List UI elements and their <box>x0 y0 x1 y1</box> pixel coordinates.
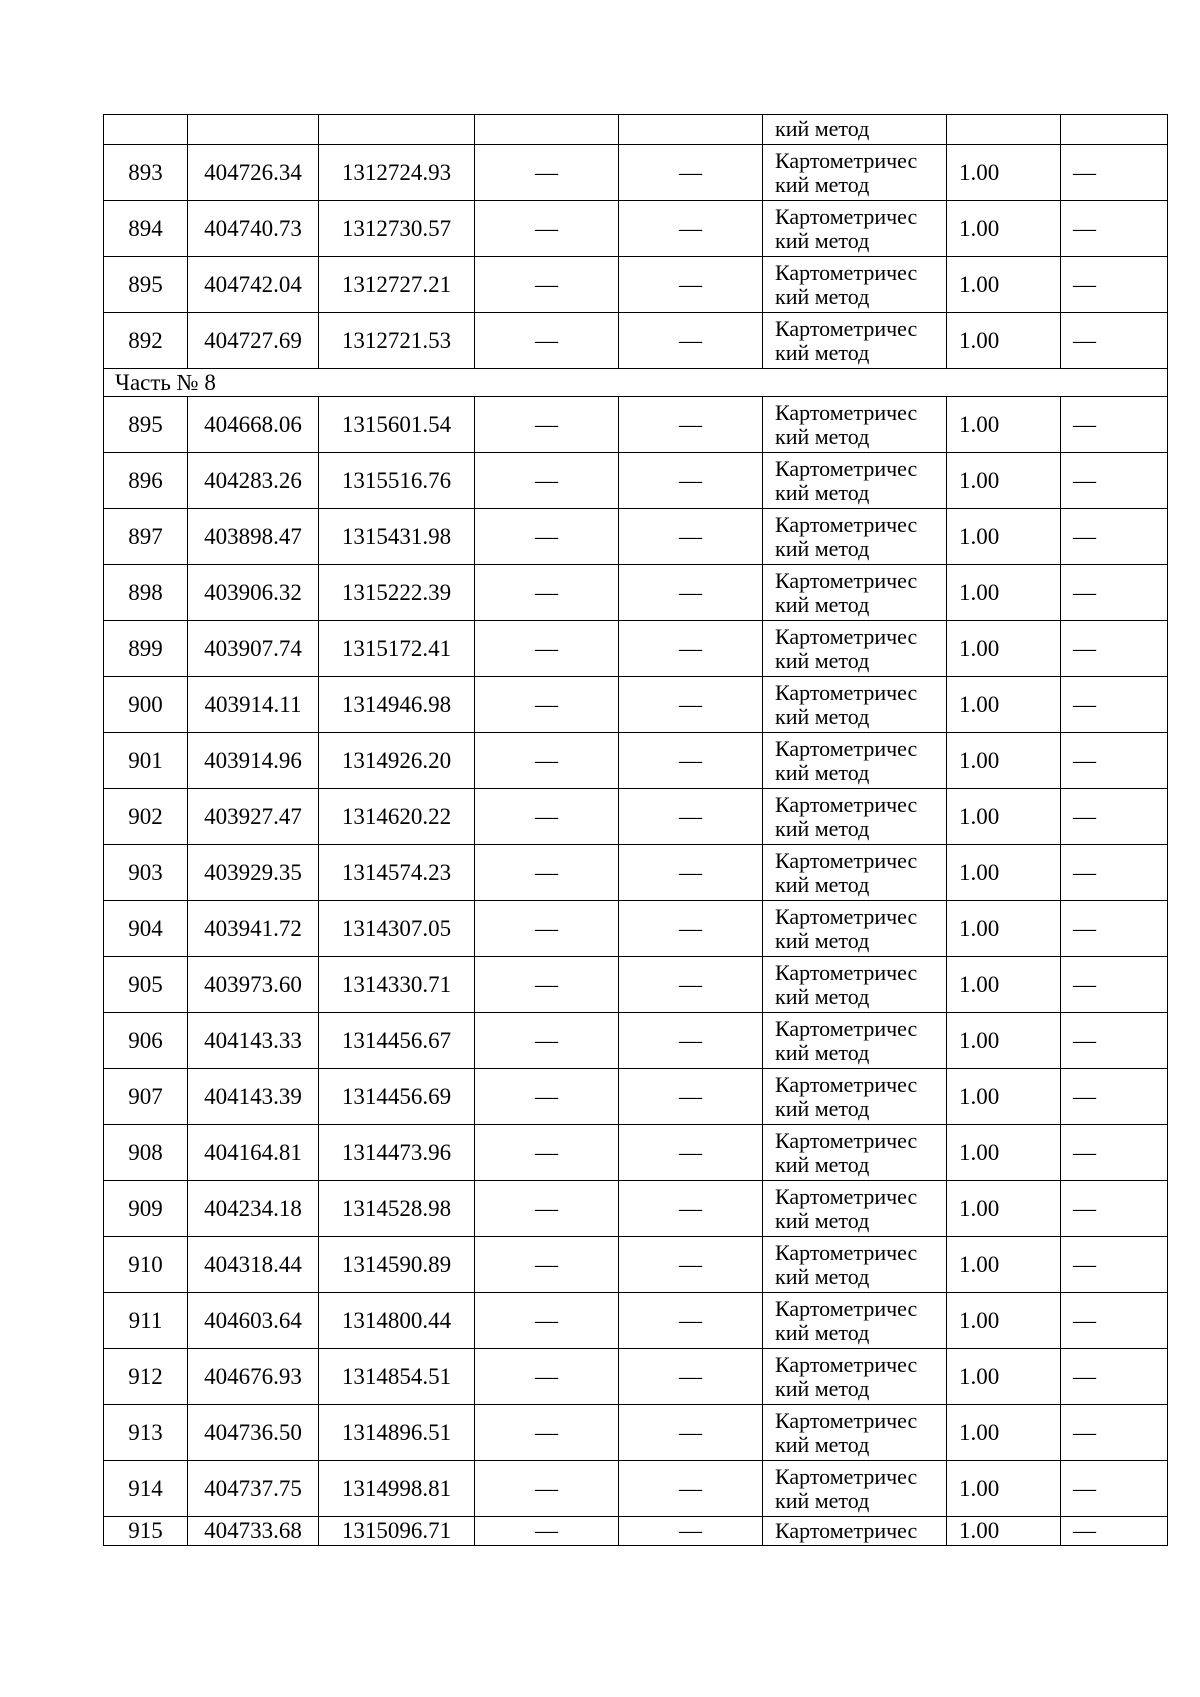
table-row <box>104 1181 1168 1237</box>
accuracy: 1.00 <box>947 565 1061 621</box>
coord-y: 1314473.96 <box>319 1125 475 1181</box>
coord-x: 404318.44 <box>188 1237 319 1293</box>
method-line-2: кий метод <box>775 283 870 309</box>
coord-y: 1312727.21 <box>319 257 475 313</box>
cell-dash: — <box>619 1461 763 1517</box>
point-number: 915 <box>104 1517 188 1546</box>
point-number: 893 <box>104 145 188 201</box>
point-number: 909 <box>104 1181 188 1237</box>
accuracy: 1.00 <box>947 1069 1061 1125</box>
method-line-2: кий метод <box>775 1487 870 1513</box>
cell-dash: — <box>619 201 763 257</box>
coord-x: 404727.69 <box>188 313 319 369</box>
method-cell <box>763 1237 947 1293</box>
coord-y: 1314896.51 <box>319 1405 475 1461</box>
accuracy: 1.00 <box>947 845 1061 901</box>
cell-dash: — <box>619 677 763 733</box>
method-cell <box>763 1517 947 1546</box>
cell-dash: — <box>619 565 763 621</box>
cell-dash: — <box>619 901 763 957</box>
method-line-2: кий метод <box>775 983 870 1009</box>
method-line-1: Картометричес <box>775 1183 918 1209</box>
coordinates-table <box>103 114 1168 1546</box>
method-cell <box>763 1125 947 1181</box>
method-line-1: Картометричес <box>775 567 918 593</box>
method-cell <box>763 1069 947 1125</box>
table-row <box>104 1125 1168 1181</box>
point-number: 899 <box>104 621 188 677</box>
point-number: 892 <box>104 313 188 369</box>
coord-y: 1315222.39 <box>319 565 475 621</box>
coord-x: 404143.33 <box>188 1013 319 1069</box>
cell-dash: — <box>1061 1125 1168 1181</box>
cell-empty <box>475 115 619 145</box>
coord-x: 404603.64 <box>188 1293 319 1349</box>
accuracy: 1.00 <box>947 1461 1061 1517</box>
table-row <box>104 621 1168 677</box>
cell-dash: — <box>619 1069 763 1125</box>
cell-dash: — <box>475 677 619 733</box>
cell-dash: — <box>475 1349 619 1405</box>
cell-dash: — <box>1061 257 1168 313</box>
method-line-2: кий метод <box>775 1263 870 1289</box>
method-cell <box>763 733 947 789</box>
cell-dash: — <box>1061 1237 1168 1293</box>
coord-x: 404676.93 <box>188 1349 319 1405</box>
method-line-2: кий метод <box>775 479 870 505</box>
cell-dash: — <box>1061 1405 1168 1461</box>
cell-dash: — <box>619 1349 763 1405</box>
coord-y: 1314926.20 <box>319 733 475 789</box>
accuracy: 1.00 <box>947 145 1061 201</box>
method-line-1: Картометричес <box>775 1518 918 1543</box>
accuracy: 1.00 <box>947 621 1061 677</box>
cell-dash: — <box>619 1125 763 1181</box>
cell-dash: — <box>619 313 763 369</box>
method-cell <box>763 145 947 201</box>
method-line-1: Картометричес <box>775 791 918 817</box>
point-number: 900 <box>104 677 188 733</box>
point-number: 898 <box>104 565 188 621</box>
cell-dash: — <box>619 1293 763 1349</box>
cell-dash: — <box>475 1405 619 1461</box>
accuracy: 1.00 <box>947 1517 1061 1546</box>
cell-dash: — <box>1061 453 1168 509</box>
cell-dash: — <box>475 1461 619 1517</box>
method-cell <box>763 677 947 733</box>
cell-dash: — <box>1061 1181 1168 1237</box>
coord-y: 1315431.98 <box>319 509 475 565</box>
cell-dash: — <box>1061 1517 1168 1546</box>
coord-x: 403914.11 <box>188 677 319 733</box>
table-row <box>104 313 1168 369</box>
table-row <box>104 145 1168 201</box>
method-line-2: кий метод <box>775 535 870 561</box>
coord-y: 1315516.76 <box>319 453 475 509</box>
accuracy: 1.00 <box>947 201 1061 257</box>
point-number: 906 <box>104 1013 188 1069</box>
cell-empty <box>104 115 188 145</box>
method-cell <box>763 115 947 145</box>
accuracy: 1.00 <box>947 313 1061 369</box>
point-number: 903 <box>104 845 188 901</box>
cell-dash: — <box>1061 789 1168 845</box>
cell-dash: — <box>475 145 619 201</box>
point-number: 902 <box>104 789 188 845</box>
coord-y: 1314998.81 <box>319 1461 475 1517</box>
point-number: 910 <box>104 1237 188 1293</box>
method-line-1: Картометричес <box>775 399 918 425</box>
method-cell <box>763 1349 947 1405</box>
cell-dash: — <box>475 733 619 789</box>
cell-dash: — <box>475 957 619 1013</box>
point-number: 905 <box>104 957 188 1013</box>
cell-dash: — <box>1061 1461 1168 1517</box>
method-line-2: кий метод <box>775 171 870 197</box>
cell-dash: — <box>619 1181 763 1237</box>
cell-empty <box>947 115 1061 145</box>
cell-dash: — <box>475 453 619 509</box>
coord-x: 403907.74 <box>188 621 319 677</box>
method-line-1: Картометричес <box>775 455 918 481</box>
coord-x: 404143.39 <box>188 1069 319 1125</box>
accuracy: 1.00 <box>947 901 1061 957</box>
cell-dash: — <box>475 901 619 957</box>
point-number: 895 <box>104 397 188 453</box>
table-row <box>104 257 1168 313</box>
point-number: 908 <box>104 1125 188 1181</box>
cell-dash: — <box>1061 845 1168 901</box>
cell-dash: — <box>475 1517 619 1546</box>
method-line-2: кий метод <box>775 871 870 897</box>
cell-dash: — <box>475 845 619 901</box>
table-row <box>104 397 1168 453</box>
method-text: кий метод <box>775 116 870 141</box>
cell-dash: — <box>619 257 763 313</box>
cell-dash: — <box>1061 201 1168 257</box>
method-cell <box>763 509 947 565</box>
coord-y: 1314456.67 <box>319 1013 475 1069</box>
method-cell <box>763 397 947 453</box>
coord-x: 403941.72 <box>188 901 319 957</box>
method-line-1: Картометричес <box>775 959 918 985</box>
cell-dash: — <box>1061 509 1168 565</box>
coord-y: 1312724.93 <box>319 145 475 201</box>
cell-empty <box>319 115 475 145</box>
table-row-continued <box>104 115 1168 145</box>
coord-x: 404736.50 <box>188 1405 319 1461</box>
coord-y: 1312730.57 <box>319 201 475 257</box>
method-line-2: кий метод <box>775 1207 870 1233</box>
table-row <box>104 789 1168 845</box>
cell-dash: — <box>475 1293 619 1349</box>
cell-dash: — <box>619 397 763 453</box>
method-line-1: Картометричес <box>775 679 918 705</box>
table-row <box>104 565 1168 621</box>
accuracy: 1.00 <box>947 257 1061 313</box>
cell-dash: — <box>619 1517 763 1546</box>
accuracy: 1.00 <box>947 1181 1061 1237</box>
coord-y: 1314456.69 <box>319 1069 475 1125</box>
accuracy: 1.00 <box>947 677 1061 733</box>
coord-x: 404737.75 <box>188 1461 319 1517</box>
coord-x: 403898.47 <box>188 509 319 565</box>
cell-dash: — <box>475 1181 619 1237</box>
accuracy: 1.00 <box>947 789 1061 845</box>
point-number: 911 <box>104 1293 188 1349</box>
accuracy: 1.00 <box>947 1013 1061 1069</box>
cell-dash: — <box>475 509 619 565</box>
cell-dash: — <box>475 201 619 257</box>
method-cell <box>763 1013 947 1069</box>
method-line-2: кий метод <box>775 423 870 449</box>
coord-x: 404668.06 <box>188 397 319 453</box>
cell-dash: — <box>619 621 763 677</box>
accuracy: 1.00 <box>947 957 1061 1013</box>
cell-dash: — <box>475 1125 619 1181</box>
coord-x: 403973.60 <box>188 957 319 1013</box>
point-number: 913 <box>104 1405 188 1461</box>
method-line-2: кий метод <box>775 815 870 841</box>
method-line-2: кий метод <box>775 703 870 729</box>
table-row <box>104 453 1168 509</box>
method-line-1: Картометричес <box>775 1239 918 1265</box>
accuracy: 1.00 <box>947 1293 1061 1349</box>
method-line-2: кий метод <box>775 591 870 617</box>
point-number: 907 <box>104 1069 188 1125</box>
method-cell <box>763 201 947 257</box>
cell-dash: — <box>619 957 763 1013</box>
accuracy: 1.00 <box>947 1349 1061 1405</box>
accuracy: 1.00 <box>947 453 1061 509</box>
coord-x: 403927.47 <box>188 789 319 845</box>
method-cell <box>763 789 947 845</box>
cell-dash: — <box>1061 733 1168 789</box>
coord-x: 404726.34 <box>188 145 319 201</box>
method-line-1: Картометричес <box>775 1295 918 1321</box>
accuracy: 1.00 <box>947 509 1061 565</box>
cell-dash: — <box>1061 565 1168 621</box>
point-number: 914 <box>104 1461 188 1517</box>
table-row <box>104 957 1168 1013</box>
method-line-1: Картометричес <box>775 259 918 285</box>
method-line-1: Картометричес <box>775 903 918 929</box>
method-line-1: Картометричес <box>775 1463 918 1489</box>
cell-dash: — <box>475 621 619 677</box>
method-line-1: Картометричес <box>775 315 918 341</box>
coord-x: 403906.32 <box>188 565 319 621</box>
table-row <box>104 1013 1168 1069</box>
cell-dash: — <box>1061 313 1168 369</box>
method-line-2: кий метод <box>775 227 870 253</box>
coord-y: 1314307.05 <box>319 901 475 957</box>
section-label: Часть № 8 <box>104 369 1168 397</box>
cell-dash: — <box>619 1405 763 1461</box>
method-cell <box>763 565 947 621</box>
method-line-2: кий метод <box>775 1095 870 1121</box>
coord-x: 403914.96 <box>188 733 319 789</box>
method-line-2: кий метод <box>775 1039 870 1065</box>
coord-y: 1315096.71 <box>319 1517 475 1546</box>
method-line-2: кий метод <box>775 1375 870 1401</box>
method-line-2: кий метод <box>775 647 870 673</box>
method-cell <box>763 901 947 957</box>
method-line-2: кий метод <box>775 1431 870 1457</box>
cell-dash: — <box>1061 621 1168 677</box>
coord-x: 403929.35 <box>188 845 319 901</box>
point-number: 895 <box>104 257 188 313</box>
cell-dash: — <box>475 1237 619 1293</box>
point-number: 912 <box>104 1349 188 1405</box>
cell-dash: — <box>619 789 763 845</box>
accuracy: 1.00 <box>947 733 1061 789</box>
point-number: 904 <box>104 901 188 957</box>
cell-empty <box>188 115 319 145</box>
method-line-2: кий метод <box>775 1151 870 1177</box>
cell-dash: — <box>475 789 619 845</box>
table-row <box>104 901 1168 957</box>
table-row <box>104 733 1168 789</box>
cell-dash: — <box>619 1013 763 1069</box>
method-cell <box>763 1405 947 1461</box>
coord-x: 404733.68 <box>188 1517 319 1546</box>
cell-empty <box>1061 115 1168 145</box>
cell-dash: — <box>619 1237 763 1293</box>
cell-dash: — <box>475 1069 619 1125</box>
method-line-1: Картометричес <box>775 1407 918 1433</box>
accuracy: 1.00 <box>947 1405 1061 1461</box>
method-cell <box>763 313 947 369</box>
section-row <box>104 369 1168 397</box>
method-line-2: кий метод <box>775 927 870 953</box>
cell-dash: — <box>1061 1069 1168 1125</box>
cell-dash: — <box>619 845 763 901</box>
table-row <box>104 1517 1168 1546</box>
cell-dash: — <box>1061 397 1168 453</box>
method-cell <box>763 621 947 677</box>
method-line-1: Картометричес <box>775 1351 918 1377</box>
point-number: 897 <box>104 509 188 565</box>
method-line-2: кий метод <box>775 759 870 785</box>
coord-y: 1314620.22 <box>319 789 475 845</box>
accuracy: 1.00 <box>947 397 1061 453</box>
coord-y: 1314800.44 <box>319 1293 475 1349</box>
method-line-1: Картометричес <box>775 203 918 229</box>
point-number: 894 <box>104 201 188 257</box>
method-cell <box>763 845 947 901</box>
method-cell <box>763 1293 947 1349</box>
cell-dash: — <box>1061 901 1168 957</box>
method-line-1: Картометричес <box>775 623 918 649</box>
cell-dash: — <box>1061 145 1168 201</box>
point-number: 896 <box>104 453 188 509</box>
coord-y: 1314854.51 <box>319 1349 475 1405</box>
coord-x: 404742.04 <box>188 257 319 313</box>
method-line-1: Картометричес <box>775 511 918 537</box>
cell-dash: — <box>619 453 763 509</box>
table-row <box>104 845 1168 901</box>
coord-x: 404740.73 <box>188 201 319 257</box>
table-row <box>104 677 1168 733</box>
cell-dash: — <box>619 145 763 201</box>
table-row <box>104 509 1168 565</box>
method-cell <box>763 957 947 1013</box>
method-line-1: Картометричес <box>775 1015 918 1041</box>
table-body <box>104 115 1168 1546</box>
table-row <box>104 1293 1168 1349</box>
coord-x: 404164.81 <box>188 1125 319 1181</box>
cell-empty <box>619 115 763 145</box>
method-line-1: Картометричес <box>775 847 918 873</box>
accuracy: 1.00 <box>947 1237 1061 1293</box>
method-line-1: Картометричес <box>775 735 918 761</box>
cell-dash: — <box>1061 1349 1168 1405</box>
method-line-2: кий метод <box>775 339 870 365</box>
coord-y: 1315601.54 <box>319 397 475 453</box>
table-row <box>104 1405 1168 1461</box>
coord-y: 1315172.41 <box>319 621 475 677</box>
coord-y: 1314574.23 <box>319 845 475 901</box>
cell-dash: — <box>475 1013 619 1069</box>
cell-dash: — <box>1061 957 1168 1013</box>
table-row <box>104 1461 1168 1517</box>
method-cell <box>763 1461 947 1517</box>
cell-dash: — <box>619 733 763 789</box>
table-row <box>104 1349 1168 1405</box>
table-row <box>104 1237 1168 1293</box>
coord-x: 404283.26 <box>188 453 319 509</box>
method-line-1: Картометричес <box>775 147 918 173</box>
cell-dash: — <box>475 313 619 369</box>
cell-dash: — <box>475 397 619 453</box>
point-number: 901 <box>104 733 188 789</box>
coord-y: 1314946.98 <box>319 677 475 733</box>
coord-y: 1312721.53 <box>319 313 475 369</box>
method-cell <box>763 1181 947 1237</box>
cell-dash: — <box>1061 1013 1168 1069</box>
cell-dash: — <box>1061 1293 1168 1349</box>
coord-y: 1314590.89 <box>319 1237 475 1293</box>
cell-dash: — <box>475 565 619 621</box>
cell-dash: — <box>1061 677 1168 733</box>
method-line-2: кий метод <box>775 1319 870 1345</box>
table-row <box>104 1069 1168 1125</box>
method-line-1: Картометричес <box>775 1071 918 1097</box>
coord-y: 1314330.71 <box>319 957 475 1013</box>
cell-dash: — <box>619 509 763 565</box>
coord-y: 1314528.98 <box>319 1181 475 1237</box>
method-line-1: Картометричес <box>775 1127 918 1153</box>
method-cell <box>763 453 947 509</box>
accuracy: 1.00 <box>947 1125 1061 1181</box>
table-row <box>104 201 1168 257</box>
cell-dash: — <box>475 257 619 313</box>
method-cell <box>763 257 947 313</box>
coord-x: 404234.18 <box>188 1181 319 1237</box>
